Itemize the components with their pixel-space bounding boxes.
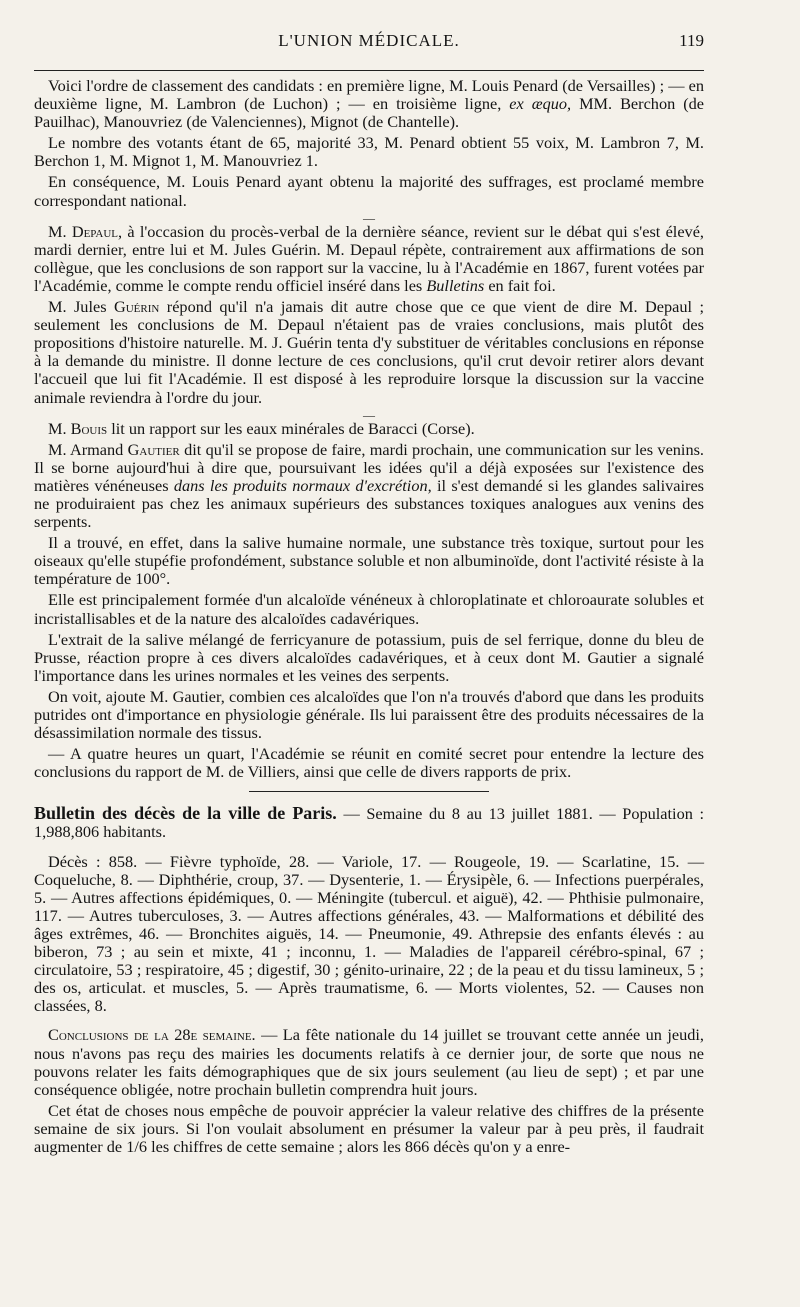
- paragraph-guerin: M. Jules Guérin répond qu'il n'a jamais dit autre chose que ce que vient de dire M. Depaul ; seulement les conclusions de M. Depaul n'étaient pas de vraies conclusions, mais plutôt des propositions d'histoire naturelle. M. J. Guérin tenta d'y substituer de véritables conclusions en réponse à la demande du ministre. Il donne lecture de ces conclusions, qu'il crut devoir retirer alors devant l'accueil que lui fit l'Académie. Il est disposé à les reproduire lorsque la discussion sur la vaccine animale reviendra à l'ordre du jour.: [34, 297, 704, 407]
- bulletin-deaths: Décès : 858. — Fièvre typhoïde, 28. — Variole, 17. — Rougeole, 19. — Scarlatine, 15. — Coqueluche, 8. — Diphthérie, croup, 37. — Dysenterie, 1. — Érysipèle, 6. — Infections puerpérales, 5. — Autres affections épidémiques, 0. — Méningite (tubercul. et aiguë), 42. — Phthisie pulmonaire, 117. — Autres tuberculoses, 3. — Autres affections générales, 43. — Malformations et débilité des âges extrêmes, 46. — Bronchites aiguës, 14. — Pneumonie, 49. Athrepsie des enfants élevés : au biberon, 73 ; au sein et mixte, 41 ; inconnu, 1. — Maladies de l'appareil cérébro-spinal, 67 ; circulatoire, 53 ; respiratoire, 45 ; digestif, 30 ; génito-urinaire, 22 ; de la peau et du tissu lamineux, 5 ; des os, articulat. et muscles, 5. — Après traumatisme, 6. — Morts violentes, 52. — Causes non classées, 8.: [34, 851, 704, 1016]
- paragraph-candidates: Voici l'ordre de classement des candidats : en première ligne, M. Louis Penard (de Versailles) ; — en deuxième ligne, M. Lambron (de Luchon) ; — en troisième ligne, ex æquo, MM. Berchon (de Pauilhac), Manouvriez (de Valenciennes), Mignot (de Chantelle).: [34, 76, 704, 132]
- section-separator: —: [363, 210, 375, 225]
- paragraph-gautier: M. Armand Gautier dit qu'il se propose de faire, mardi prochain, une communication sur les venins. Il se borne aujourd'hui à dire que, poursuivant les idées qu'il a déjà exposées sur l'existence des matières vénéneuses dans les produits normaux d'excrétion, il s'est demandé si les glandes salivaires ne produiraient pas chez les animaux supérieurs des substances toxiques analogues aux venins des serpents.: [34, 439, 705, 532]
- paragraph-votes: Le nombre des votants étant de 65, majorité 33, M. Penard obtient 55 voix, M. Lambron 7, M. Berchon 1, M. Mignot 1, M. Manouvriez 1.: [34, 133, 704, 171]
- header-rule: [34, 70, 704, 71]
- section-separator: —: [363, 407, 375, 422]
- paragraph-depaul: M. Depaul, à l'occasion du procès-verbal de la dernière séance, revient sur le débat qui s'est élevé, mardi dernier, entre lui et M. Jules Guérin. M. Depaul répète, contrairement aux affirmations de son collègue, que les conclusions de son rapport sur la vaccine, lu à l'Académie en 1867, furent votées par l'Académie, comme le compte rendu officiel inséré dans les Bulletins en fait foi.: [34, 221, 704, 295]
- running-title: L'UNION MÉDICALE.: [278, 31, 460, 50]
- paragraph-saliva: Il a trouvé, en effet, dans la salive humaine normale, une substance très toxique, surtout pour les oiseaux qu'elle stupéfie profondément, substance soluble et non albuminoïde, dont l'activité résiste à la température de 100°.: [34, 533, 704, 589]
- paragraph-secret-committee: — A quatre heures un quart, l'Académie se réunit en comité secret pour entendre la lecture des conclusions du rapport de M. de Villiers, ainsi que celle de divers rapports de prix.: [34, 744, 704, 782]
- bulletin-conclusions: Conclusions de la 28e semaine. — La fête nationale du 14 juillet se trouvant cette année un jeudi, nous n'avons pas reçu des mairies les documents relatifs à ce dernier jour, de sorte que nous ne pouvons relater les faits démographiques que de six jours seulement (au lieu de sept) ; et par une conséquence obligée, notre prochain bulletin comprendra huit jours.: [34, 1025, 704, 1099]
- section-rule: [249, 791, 489, 792]
- paragraph-bouis: M. Bouis lit un rapport sur les eaux minérales de Baracci (Corse).: [48, 418, 475, 438]
- paragraph-alcaloide: Elle est principalement formée d'un alcaloïde vénéneux à chloroplatinate et chloroaurate solubles et incristallisables et de la nature des alcaloïdes cadavériques.: [34, 590, 704, 628]
- paragraph-proclamation: En conséquence, M. Louis Penard ayant obtenu la majorité des suffrages, est proclamé membre correspondant national.: [34, 172, 704, 210]
- bulletin-heading: Bulletin des décès de la ville de Paris. — Semaine du 8 au 13 juillet 1881. — Population : 1,988,806 habitants.: [34, 803, 704, 842]
- page-header: [34, 32, 704, 60]
- page-number: 119: [679, 31, 704, 50]
- paragraph-prussian-blue: L'extrait de la salive mélangé de ferricyanure de potassium, puis de sel ferrique, donne du bleu de Prusse, réaction propre à ces divers alcaloïdes cadavériques, et à ceux dont M. Gautier a signalé l'importance dans les urines normales et les veines des serpents.: [34, 629, 704, 685]
- bulletin-last-paragraph: Cet état de choses nous empêche de pouvoir apprécier la valeur relative des chiffres de la présente semaine de six jours. Si l'on voulait absolument en présumer la valeur par à peu près, il faudrait augmenter de 1/6 les chiffres de cette semaine ; alors les 866 décès qu'on y a enre-: [34, 1100, 704, 1156]
- paragraph-physiology: On voit, ajoute M. Gautier, combien ces alcaloïdes que l'on n'a trouvés d'abord que dans les produits putrides ont d'importance en physiologie générale. Ils lui paraissent être des produits nécessaires de la désassimilation normale des tissus.: [34, 686, 704, 743]
